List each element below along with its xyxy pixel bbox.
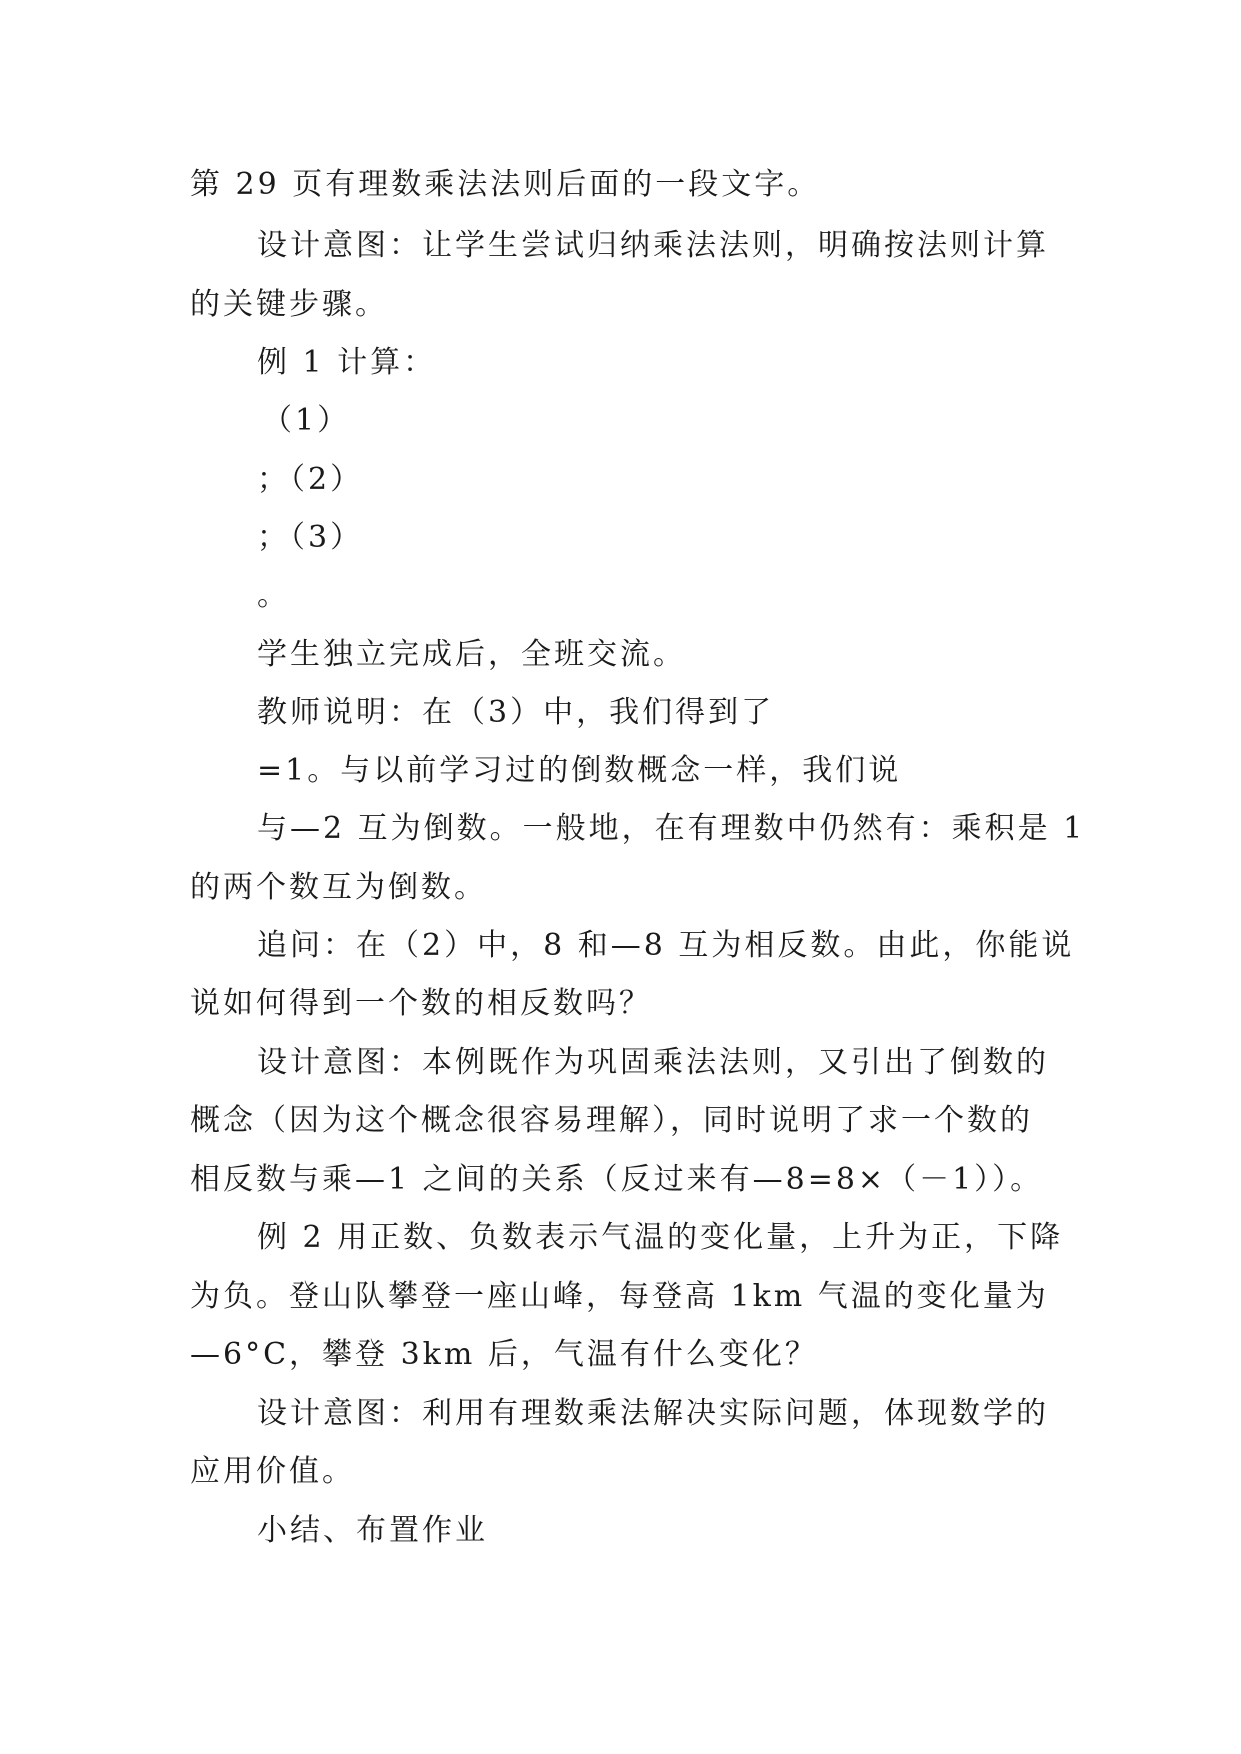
- text-line: 应用价值。: [190, 1454, 355, 1489]
- text-line: 小结、布置作业: [257, 1513, 488, 1548]
- text-line: ；（3）: [257, 520, 364, 555]
- text-line: 设计意图：利用有理数乘法解决实际问题，体现数学的: [257, 1396, 1049, 1431]
- text-line: =1。与以前学习过的倒数概念一样，我们说: [257, 753, 902, 788]
- text-line: ；（2）: [257, 462, 364, 497]
- text-line: （1）: [262, 403, 351, 438]
- text-line: 。: [257, 578, 290, 613]
- text-line: 设计意图：让学生尝试归纳乘法法则，明确按法则计算: [257, 228, 1049, 263]
- text-line: 设计意图：本例既作为巩固乘法法则，又引出了倒数的: [257, 1045, 1049, 1080]
- text-line: 例 1 计算：: [257, 345, 437, 380]
- text-line: 第 29 页有理数乘法法则后面的一段文字。: [190, 167, 821, 202]
- text-line: 追问：在（2）中，8 和—8 互为相反数。由此，你能说: [257, 928, 1075, 963]
- text-line: 与—2 互为倒数。一般地，在有理数中仍然有：乘积是 1: [257, 811, 1086, 846]
- text-line: 说如何得到一个数的相反数吗？: [190, 986, 652, 1021]
- text-line: 例 2 用正数、负数表示气温的变化量，上升为正，下降: [257, 1220, 1064, 1255]
- text-line: 学生独立完成后，全班交流。: [257, 637, 686, 672]
- text-line: 的关键步骤。: [190, 287, 388, 322]
- text-line: 教师说明：在（3）中，我们得到了: [257, 695, 775, 730]
- text-line: 的两个数互为倒数。: [190, 870, 487, 905]
- text-line: 相反数与乘—1 之间的关系（反过来有—8=8×（－1））。: [190, 1162, 1044, 1197]
- text-line: 为负。登山队攀登一座山峰，每登高 1km 气温的变化量为: [190, 1279, 1049, 1314]
- text-line: 概念（因为这个概念很容易理解），同时说明了求一个数的: [190, 1103, 1033, 1138]
- text-line: —6°C，攀登 3km 后，气温有什么变化？: [190, 1337, 818, 1372]
